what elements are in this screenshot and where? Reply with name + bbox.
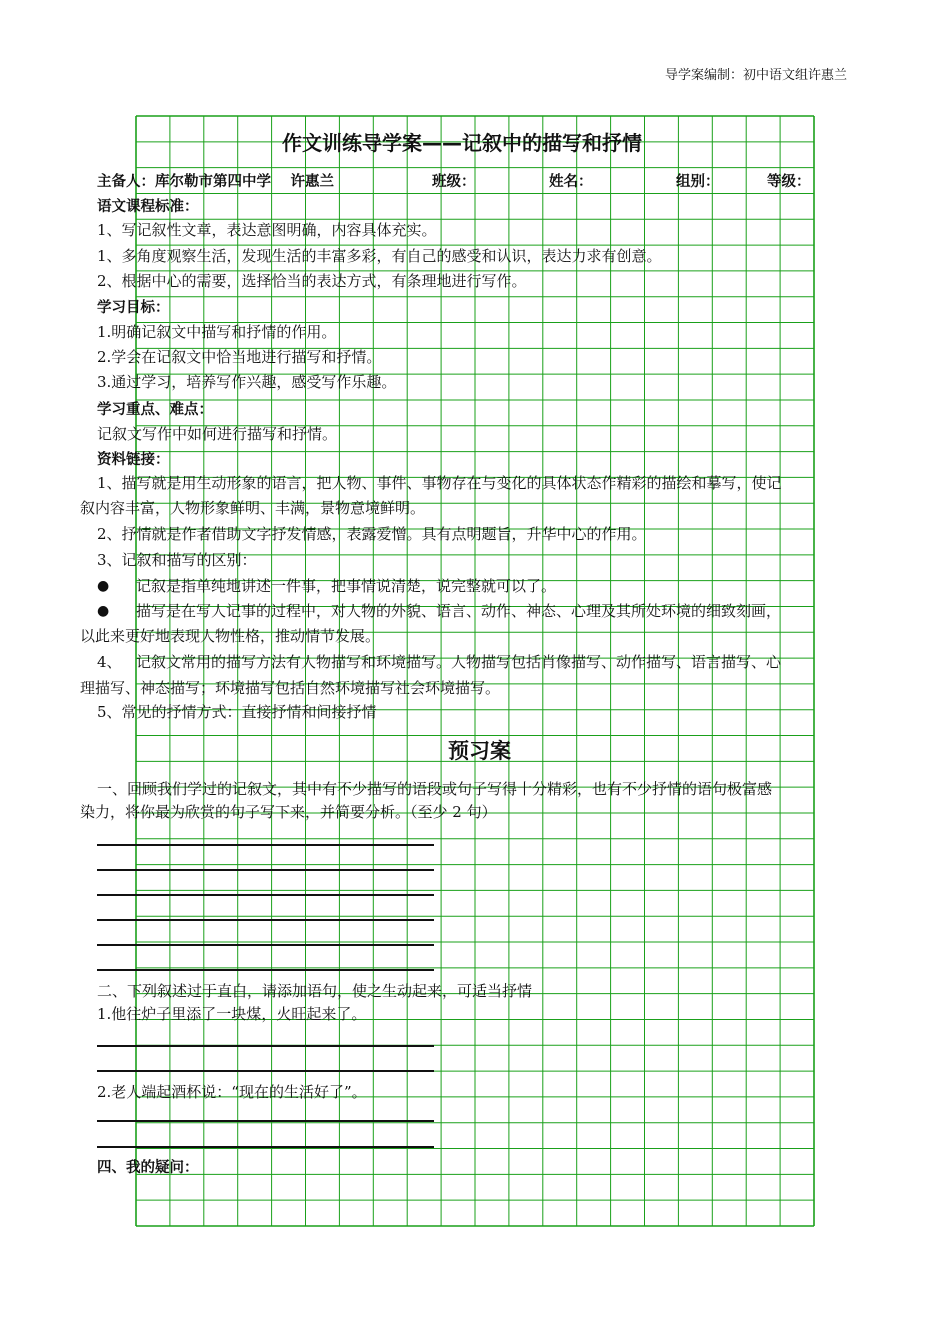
info-name: 姓名： bbox=[549, 174, 593, 190]
preview-question-2-2: 2.老人端起酒杯说：“现在的生活好了”。 bbox=[97, 1083, 367, 1101]
goals-item: 1.明确记叙文中描写和抒情的作用。 bbox=[97, 323, 337, 341]
info-class: 班级： bbox=[432, 174, 476, 190]
links-paragraph: 3、记叙和描写的区别： bbox=[97, 551, 257, 569]
links-paragraph: 2、抒情就是作者借助文字抒发情感，表露爱憎。具有点明题旨，升华中心的作用。 bbox=[97, 525, 647, 543]
bullet-icon: ● bbox=[97, 603, 110, 619]
info-preparer: 主备人：库尔勒市第四中学 许惠兰 bbox=[97, 174, 335, 190]
answer-line[interactable] bbox=[97, 919, 434, 921]
links-paragraph: 理描写、神态描写；环境描写包括自然环境描写社会环境描写。 bbox=[80, 679, 501, 697]
links-heading: 资料链接： bbox=[97, 452, 170, 468]
preview-question-1: 染力，将你最为欣赏的句子写下来，并简要分析。（至少 2 句） bbox=[80, 803, 497, 821]
answer-line[interactable] bbox=[97, 1070, 434, 1072]
answer-line[interactable] bbox=[97, 969, 434, 971]
standards-item: 1、多角度观察生活，发现生活的丰富多彩，有自己的感受和认识，表达力求有创意。 bbox=[97, 247, 662, 265]
links-number: 4、 bbox=[97, 653, 122, 671]
bullet-icon: ● bbox=[97, 578, 110, 594]
focus-heading: 学习重点、难点： bbox=[97, 402, 213, 418]
answer-line[interactable] bbox=[97, 1120, 434, 1122]
page-title: 作文训练导学案——记叙中的描写和抒情 bbox=[282, 131, 642, 155]
preview-question-1: 一、回顾我们学过的记叙文，其中有不少描写的语段或句子写得十分精彩，也有不少抒情的语句极富感 bbox=[97, 780, 773, 798]
answer-line[interactable] bbox=[97, 894, 434, 896]
answer-line[interactable] bbox=[97, 944, 434, 946]
focus-text: 记叙文写作中如何进行描写和抒情。 bbox=[97, 425, 338, 443]
standards-heading: 语文课程标准： bbox=[97, 199, 199, 215]
standards-item: 1、写记叙性文章，表达意图明确，内容具体充实。 bbox=[97, 221, 437, 239]
links-bullet-text: 记叙是指单纯地讲述一件事，把事情说清楚，说完整就可以了。 bbox=[136, 577, 557, 595]
links-paragraph: 1、描写就是用生动形象的语言，把人物、事件、事物存在与变化的具体状态作精彩的描绘和摹写，使记 bbox=[97, 474, 782, 492]
preview-question-2: 二、下列叙述过于直白，请添加语句，使之生动起来，可适当抒情 bbox=[97, 982, 533, 1000]
page-header: 导学案编制：初中语文组许惠兰 bbox=[665, 68, 848, 83]
links-paragraph: 5、常见的抒情方式：直接抒情和间接抒情 bbox=[97, 703, 377, 721]
goals-item: 2.学会在记叙文中恰当地进行描写和抒情。 bbox=[97, 348, 382, 366]
preview-question-2-1: 1.他往炉子里添了一块煤，火旺起来了。 bbox=[97, 1005, 367, 1023]
goals-item: 3.通过学习，培养写作兴趣，感受写作乐趣。 bbox=[97, 373, 397, 391]
answer-line[interactable] bbox=[97, 844, 434, 846]
links-paragraph: 记叙文常用的描写方法有人物描写和环境描写。人物描写包括肖像描写、动作描写、语言描写、心 bbox=[136, 653, 782, 671]
links-paragraph: 叙内容丰富，人物形象鲜明、丰满，景物意境鲜明。 bbox=[80, 499, 426, 517]
info-grade: 等级： bbox=[767, 174, 811, 190]
answer-line[interactable] bbox=[97, 1045, 434, 1047]
preview-question-4: 四、我的疑问： bbox=[97, 1160, 199, 1176]
answer-line[interactable] bbox=[97, 869, 434, 871]
info-group: 组别： bbox=[676, 174, 720, 190]
answer-line[interactable] bbox=[97, 1146, 434, 1148]
standards-item: 2、根据中心的需要，选择恰当的表达方式，有条理地进行写作。 bbox=[97, 272, 527, 290]
links-bullet-text: 描写是在写人记事的过程中，对人物的外貌、语言、动作、神态、心理及其所处环境的细致刻画， bbox=[136, 602, 782, 620]
preview-title: 预习案 bbox=[448, 739, 511, 763]
goals-heading: 学习目标： bbox=[97, 300, 170, 316]
links-bullet-text: 以此来更好地表现人物性格，推动情节发展。 bbox=[80, 627, 381, 645]
